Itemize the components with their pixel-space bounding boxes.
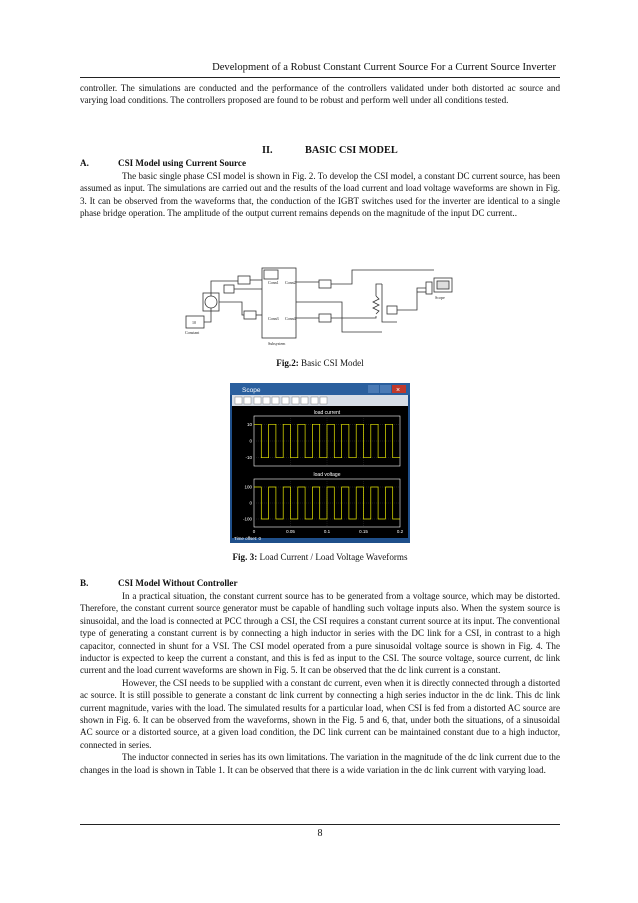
y-tick-label: 0 [249,438,252,444]
float-icon[interactable] [311,397,318,404]
fig2-simulink-diagram [182,262,457,348]
scope-label: Scope [435,295,445,300]
subsection-a-title: CSI Model using Current Source [118,158,246,168]
zoom-y-icon[interactable] [272,397,279,404]
fig3-caption-label: Fig. 3: [232,552,258,562]
print-icon[interactable] [235,397,242,404]
x-tick-label: 0.15 [359,529,368,534]
maximize-button[interactable] [380,385,391,393]
subsection-b-paragraph-3: The inductor connected in series has its own limitations. The variation in the magnitude of the dc link current due to the changes in the load is shown in Table 1. It can be observed that there is a wide variation in the dc link current with varying load. [80,752,560,775]
intro-paragraph: controller. The simulations are conducted and the performance of the controllers validated under both distorted ac source and varying load conditions. The controllers proposed are found to be robust and perform well under all conditions tested. [80,83,560,106]
zoom-in-icon[interactable] [254,397,261,404]
current-source-block [205,296,217,308]
meter-block-2 [224,285,234,293]
properties-icon[interactable] [244,397,251,404]
conn3-label: Conn3 [268,316,279,321]
y-tick-label: 10 [246,421,252,427]
page-number: 8 [317,828,323,839]
y-tick-label: 0 [249,500,252,506]
subsection-b-letter: B. [80,578,89,588]
x-tick-label: 0 [252,529,256,534]
top-display-block [264,270,278,279]
fig3-scope-window [230,383,410,543]
fig3-caption-text: Load Current / Load Voltage Waveforms [257,552,408,562]
gain-block-right-1 [319,280,331,288]
plot2-load-voltage-series [254,487,400,519]
mux-block [426,282,432,294]
meter-block-1 [238,276,250,284]
x-tick-label: 0.1 [323,529,331,534]
meter-block-3 [244,311,256,319]
close-icon: × [396,387,401,394]
fig2-caption [80,358,560,368]
fig3-caption [80,552,560,562]
x-tick-label: 0.2 [396,529,404,534]
plot2-title: load voltage [313,472,341,478]
subsection-a-paragraph: The basic single phase CSI model is shown in Fig. 2. To develop the CSI model, a constant DC current source, has been assumed as input. The simulations are carried out and the results of the load current and load voltage waveforms are shown in Fig. 3. It can be observed from the waveforms that, the conduction of the IGBT switches used for the inverter are identical to a single phase bridge operation. The amplitude of the output current remains depends on the magnitude of the input DC current.. [80,171,560,219]
fig2-caption-text: Basic CSI Model [298,358,364,368]
y-tick-label: -10 [245,455,252,461]
subsection-b-body [80,590,560,776]
save-axes-icon[interactable] [292,397,299,404]
subsection-b-paragraph-2: However, the CSI needs to be supplied with a constant dc current, even when it is directly connected through a distorted ac source. It is still possible to generate a constant dc link current by connecting a high series inductor in the dc link. This dc link current magnitude, varies with the load. The simulated results for a particular load, when CSI is fed from a distorted AC source are shown in Fig. 6. It can be observed from the waveforms, shown in the Fig. 5 and 6, that, under both the situations, of a sinusoidal AC source or a distorted source, at a given load condition, the DC link current can be maintained constant due to a high inductor, connected in series. [80,677,560,750]
y-tick-label: 100 [244,484,252,490]
fig2-caption-label: Fig.2: [276,358,299,368]
resistor-element [373,296,379,314]
x-tick-label: 0.05 [286,529,295,534]
running-header: Development of a Robust Constant Current Source For a Current Source Inverter [212,62,556,73]
header-rule [80,77,560,78]
scope-window-title: Scope [242,387,261,394]
constant-value: 10 [192,320,196,325]
gain-block-right-2 [319,314,331,322]
subsection-a-letter: A. [80,158,89,168]
conn4-label: Conn4 [285,316,296,321]
subsection-b-paragraph-1: In a practical situation, the constant current source has to be generated from a voltage source, which may be distorted. Therefore, the constant current source generator must be capable of handling such voltage inputs also. When the system source is sinusoidal, and the load is connected at PCC through a CSI, the CSI requires a constant current source at its input. The conventional type of generating a constant current is by connecting a high inductor in series with the DC link for a CSI, in contrast to a high capacitor, connected in shunt for a VSI. The CSI model operated from a pure sinusoidal voltage source is shown in Fig. 4. The inductor is expected to keep the current a constant, and this is fed as input to the CSI. The source voltage, source current, dc link current and the load current waveforms are shown in Fig. 5. It can be observed that the dc link current is a constant. [80,591,560,676]
zoom-x-icon[interactable] [263,397,270,404]
time-offset-label: Time offset: 0 [234,536,262,541]
subsection-b-title: CSI Model Without Controller [118,578,238,588]
subsystem-label: Subsystem [268,341,286,346]
minimize-button[interactable] [368,385,379,393]
voltage-meter-block [387,306,397,314]
plot1-title: load current [313,410,341,416]
conn2-label: Conn2 [285,280,296,285]
section-title: BASIC CSI MODEL [305,145,398,156]
autoscale-icon[interactable] [282,397,289,404]
footer-rule [80,824,560,825]
lock-icon[interactable] [320,397,327,404]
y-tick-label: -100 [242,516,252,522]
section-number: II. [262,145,273,156]
plot1-load-current-series [254,424,400,457]
restore-axes-icon[interactable] [301,397,308,404]
constant-label: Constant [185,330,200,335]
conn1-label: Conn1 [268,280,279,285]
